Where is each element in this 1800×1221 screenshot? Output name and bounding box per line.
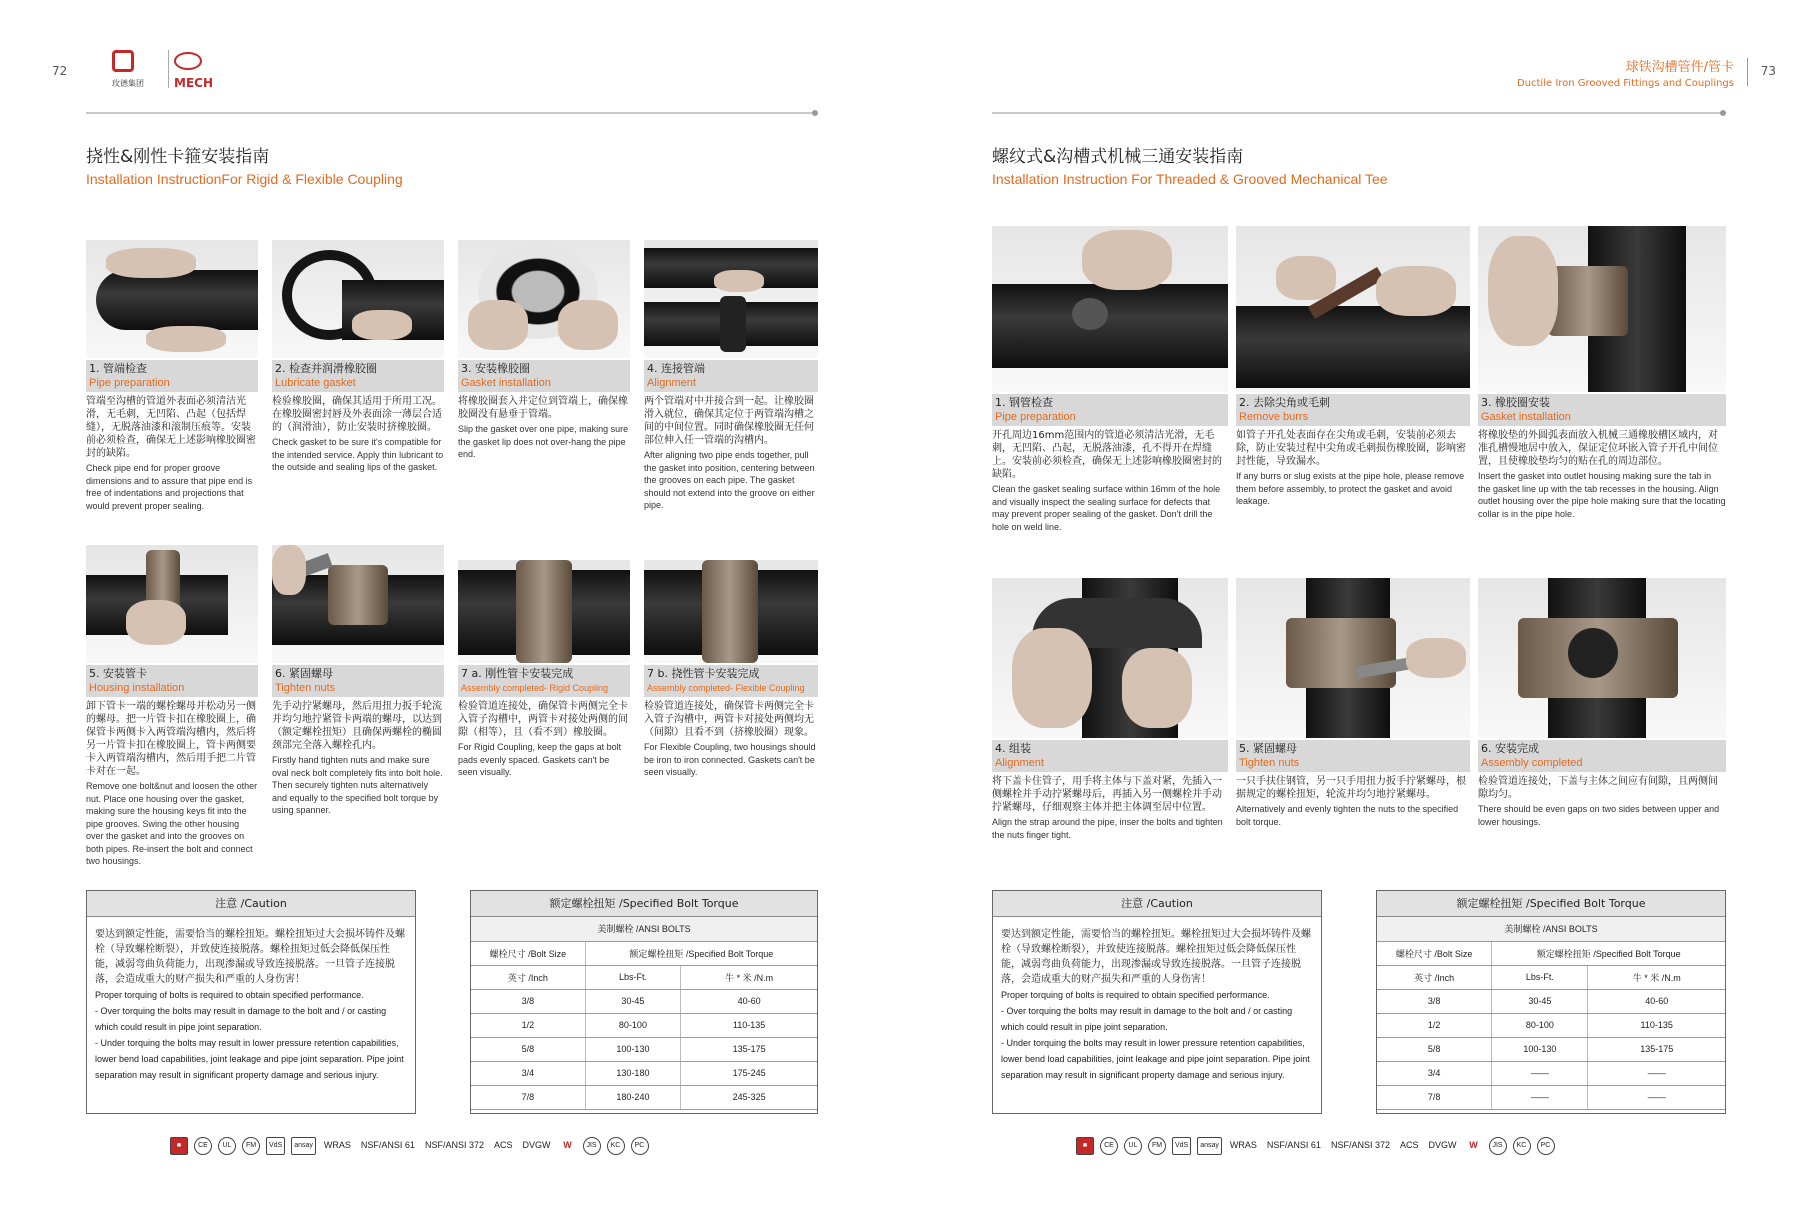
table-cell: —— [1492, 1085, 1588, 1109]
table-cell: 245-325 [681, 1085, 817, 1109]
step-desc-cn: 开孔周边16mm范围内的管道必须清洁光滑，无毛刺，无凹陷、凸起，无脱落油漆，孔不得开在焊缝上。安装前必须检查，确保无上述影响橡胶圈密封的缺陷。 [992, 430, 1222, 480]
table-cell: 7/8 [1377, 1085, 1492, 1109]
step-title-cn: 3. 橡胶圈安装 [1481, 396, 1550, 409]
caution-en-1: Proper torquing of bolts is required to obtain specified performance. [95, 990, 364, 1000]
nsf372-label: NSF/ANSI 372 [424, 1140, 484, 1150]
step-photo [644, 560, 818, 663]
table-cell: 40-60 [681, 989, 817, 1013]
nsf61-label: NSF/ANSI 61 [1266, 1140, 1321, 1150]
dvgw-icon: DVGW [522, 1140, 551, 1150]
step-title-cn: 1. 钢管检查 [995, 396, 1053, 409]
step-desc-en: Align the strap around the pipe, inser the bolts and tighten the nuts finger tight. [992, 817, 1223, 840]
ul-icon: UL [1124, 1137, 1142, 1155]
step-desc-en: Insert the gasket into outlet housing making sure the tab in the gasket line up with the tab recesses in the housing. Align outlet housing over the pipe hole making sure that the locating collar is in the pipe hole. [1478, 471, 1726, 519]
step-title-cn: 5. 紧固螺母 [1239, 742, 1297, 755]
step-photo [644, 240, 818, 358]
step-4 [644, 240, 818, 512]
table-row [471, 989, 817, 1013]
table-cell: 1/2 [1377, 1013, 1492, 1037]
certification-strip [170, 1134, 649, 1158]
section-title [992, 142, 1388, 187]
cert-icon: ■ [170, 1137, 188, 1155]
step-desc-cn: 将下盖卡住管子，用手将主体与下盖对紧，先插入一侧螺栓并手动拧紧螺母后，再插入另一侧螺栓并手动拧紧螺母，仔细观察主体并把主体调至居中位置。 [992, 776, 1222, 813]
step-desc-cn: 检验橡胶圈，确保其适用于所用工况。在橡胶圈密封唇及外表面涂一薄层合适的（润滑油），防止安装时挤橡胶圈。 [272, 396, 442, 433]
meide-logo-icon [112, 50, 134, 72]
step-title-en: Pipe preparation [995, 411, 1076, 423]
torque-box [1376, 890, 1726, 1114]
table-row [471, 1061, 817, 1085]
torque-sub: 美制螺栓 /ANSI BOLTS [471, 917, 817, 941]
fm-icon: FM [1148, 1137, 1166, 1155]
table-cell: 3/4 [1377, 1061, 1492, 1085]
caution-en-3: - Under torquing the bolts may result in lower pressure retention capabilities, lower bend load capabilities, joint leakage and pipe joint separation. Pipe joint separation may result in significant property damage and serious injury. [95, 1038, 404, 1080]
vds-icon: VdS [266, 1137, 285, 1155]
step-photo [992, 226, 1228, 392]
step-2 [272, 240, 444, 474]
table-cell: 7/8 [471, 1085, 585, 1109]
title-en: Installation InstructionFor Rigid & Flexible Coupling [86, 171, 403, 187]
title-cn: 挠性&刚性卡箍安装指南 [86, 147, 270, 167]
caution-en-1: Proper torquing of bolts is required to obtain specified performance. [1001, 990, 1270, 1000]
step-desc-en: Slip the gasket over one pipe, making sure the gasket lip does not over-hang the pipe end. [458, 424, 629, 459]
step-desc-en: There should be even gaps on two sides between upper and lower housings. [1478, 804, 1720, 827]
step-desc-cn: 卸下管卡一端的螺栓螺母并松动另一侧的螺母。把一片管卡扣在橡胶圈上，确保管卡两侧卡入两管端沟槽内，然后将另一片管卡扣在橡胶圈上，管卡两侧要卡入两管端沟槽内，然后用手把二片管卡对在一起。 [86, 701, 256, 777]
table-cell: —— [1492, 1061, 1588, 1085]
step-title-en: Alignment [647, 377, 696, 389]
cert-icon: ■ [1076, 1137, 1094, 1155]
step-photo [1236, 578, 1470, 738]
dvgw-icon: DVGW [1428, 1140, 1457, 1150]
pc-icon: PC [1537, 1137, 1555, 1155]
kc-icon: KC [1513, 1137, 1531, 1155]
step-title-cn: 4. 连接管端 [647, 362, 705, 375]
step-photo [86, 545, 258, 663]
step-desc-en: Clean the gasket sealing surface within 16mm of the hole and visually inspect the sealing surface for defects that may prevent proper sealing of the gasket. Don't drill the hole on weld line. [992, 484, 1221, 532]
step-photo [992, 578, 1228, 738]
unit-lbs: Lbs-Ft. [1492, 965, 1588, 989]
table-cell: 180-240 [585, 1085, 681, 1109]
table-cell: —— [1588, 1085, 1725, 1109]
table-row [471, 1037, 817, 1061]
header-rule [86, 112, 818, 114]
page-header [1517, 56, 1734, 89]
step-desc-cn: 检验管道连接处，确保管卡两侧完全卡入管子沟槽中，两管卡对接处两侧均无（间隙）且看不到（挤橡胶圈）现象。 [644, 701, 814, 738]
logo-brand-cn: 玫德集团 [112, 79, 144, 88]
step-title-en: Pipe preparation [89, 377, 170, 389]
table-cell: 80-100 [1492, 1013, 1588, 1037]
table-cell: 80-100 [585, 1013, 681, 1037]
table-row [1377, 1061, 1725, 1085]
step-title-cn: 1. 管端检查 [89, 362, 147, 375]
step-desc-en: Check pipe end for proper groove dimensions and to assure that pipe end is free of indentations and projections that would prevent proper sealing. [86, 463, 253, 511]
title-en: Installation Instruction For Threaded & Grooved Mechanical Tee [992, 171, 1388, 187]
col-bolt-size: 螺栓尺寸 /Bolt Size [1377, 941, 1492, 965]
vds-icon: VdS [1172, 1137, 1191, 1155]
step-title-en: Housing installation [89, 682, 185, 694]
step-desc-cn: 先手动拧紧螺母，然后用扭力扳手轮流并均匀地拧紧管卡两端的螺母，以达到（额定螺栓扭矩）且确保两螺栓的椭圆颈部完全落入螺栓孔内。 [272, 701, 442, 751]
page-number: 72 [52, 64, 68, 78]
caution-header: 注意 /Caution [993, 891, 1321, 917]
table-row [471, 1013, 817, 1037]
step-desc-en: Firstly hand tighten nuts and make sure oval neck bolt completely fits into bolt hole. Then securely tighten nuts alternatively and equally to the specified bolt torque by using spanner. [272, 755, 443, 815]
unit-lbs: Lbs-Ft. [585, 965, 681, 989]
acs-label: ACS [1399, 1140, 1419, 1150]
table-cell: 3/8 [471, 989, 585, 1013]
step-5 [86, 545, 258, 868]
certification-strip [1076, 1134, 1555, 1158]
pc-icon: PC [631, 1137, 649, 1155]
step-title-en: Gasket installation [461, 377, 551, 389]
step-photo [272, 545, 444, 663]
step-3 [458, 240, 630, 461]
col-torque: 额定螺栓扭矩 /Specified Bolt Torque [585, 941, 817, 965]
step-7a [458, 560, 630, 779]
unit-nm: 牛 * 米 /N.m [1588, 965, 1725, 989]
unit-inch: 英寸 /Inch [1377, 965, 1492, 989]
step-title-en: Gasket installation [1481, 411, 1571, 423]
table-cell: 40-60 [1588, 989, 1725, 1013]
caution-en-2: - Over torquing the bolts may result in damage to the bolt and / or casting which could result in pipe joint separation. [95, 1006, 387, 1032]
acs-label: ACS [493, 1140, 513, 1150]
step-2 [1236, 226, 1470, 508]
table-cell: 3/8 [1377, 989, 1492, 1013]
caution-box [86, 890, 416, 1114]
step-desc-cn: 如管子开孔处表面存在尖角或毛刺，安装前必须去除，防止安装过程中尖角或毛刺损伤橡胶圈，影响密封性能，导致漏水。 [1236, 430, 1466, 467]
step-1 [992, 226, 1228, 533]
step-title-cn: 4. 组装 [995, 742, 1031, 755]
right-page [900, 0, 1800, 1221]
step-desc-en: Remove one bolt&nut and loosen the other nut. Place one housing over the gasket, making sure the housing keys fit into the pipe grooves. Swing the other housing over the gasket and into the grooves on both pipes. Re-insert the bolt and connect two housings. [86, 781, 258, 866]
step-desc-cn: 检验管道连接处，下盖与主体之间应有间隙，且两侧间隙均匀。 [1478, 776, 1718, 800]
mech-logo-icon [174, 52, 202, 70]
torque-sub: 美制螺栓 /ANSI BOLTS [1377, 917, 1725, 941]
torque-table [1377, 917, 1725, 1110]
torque-header: 额定螺栓扭矩 /Specified Bolt Torque [471, 891, 817, 917]
step-title-en: Assembly completed- Flexible Coupling [647, 683, 805, 693]
table-cell: 100-130 [1492, 1037, 1588, 1061]
table-cell: 5/8 [1377, 1037, 1492, 1061]
step-desc-cn: 一只手扶住钢管，另一只手用扭力扳手拧紧螺母，根据规定的螺栓扭矩，轮流并均匀地拧紧螺母。 [1236, 776, 1466, 800]
table-cell: 5/8 [471, 1037, 585, 1061]
unit-inch: 英寸 /Inch [471, 965, 585, 989]
torque-table [471, 917, 817, 1110]
wras-icon: WRAS [1229, 1140, 1257, 1150]
step-title-en: Assembly completed- Rigid Coupling [461, 683, 609, 693]
table-cell: —— [1588, 1061, 1725, 1085]
step-desc-cn: 将橡胶垫的外圆弧表面放入机械三通橡胶槽区域内，对准孔槽慢地居中放入，保证定位环嵌入管子开孔中间位置，且使橡胶垫均匀的贴在孔的周边部位。 [1478, 430, 1718, 467]
step-desc-cn: 管端至沟槽的管道外表面必须清洁光滑，无毛刺，无凹陷、凸起（包括焊缝），无脱落油漆和滚制压痕等。安装前必须检查，确保无上述影响橡胶圈密封的缺陷。 [86, 396, 256, 459]
step-desc-en: Check gasket to be sure it's compatible for the intended service. Apply thin lubricant to the outside and sealing lips of the gasket. [272, 437, 444, 472]
w-icon: W [563, 1140, 572, 1150]
step-desc-en: After aligning two pipe ends together, pull the gasket into position, centering between the grooves on each pipe. The gasket should not extend into the groove on either pipe. [644, 450, 815, 510]
table-cell: 110-135 [681, 1013, 817, 1037]
step-desc-cn: 将橡胶圈套入并定位到管端上，确保橡胶圈没有悬垂于管端。 [458, 396, 628, 420]
step-title-cn: 6. 安装完成 [1481, 742, 1539, 755]
step-6 [272, 545, 444, 817]
section-title [86, 142, 403, 187]
step-6 [1478, 578, 1726, 828]
step-1 [86, 240, 258, 512]
step-title-en: Alignment [995, 757, 1044, 769]
header-en: Ductile Iron Grooved Fittings and Couplings [1516, 78, 1734, 89]
step-title-en: Remove burrs [1239, 411, 1309, 423]
step-title-cn: 7 b. 挠性管卡安装完成 [647, 667, 760, 680]
step-desc-en: For Flexible Coupling, two housings should be iron to iron connected. Gaskets can't be seen visually. [644, 742, 816, 777]
step-photo [458, 240, 630, 358]
step-desc-cn: 检验管道连接处，确保管卡两侧完全卡入管子沟槽中，两管卡对接处两侧的间隙（相等），且（看不到）橡胶圈。 [458, 701, 628, 738]
step-3 [1478, 226, 1726, 520]
step-title-cn: 5. 安装管卡 [89, 667, 147, 680]
nsf372-label: NSF/ANSI 372 [1330, 1140, 1390, 1150]
table-cell: 130-180 [585, 1061, 681, 1085]
table-row [1377, 1085, 1725, 1109]
torque-box [470, 890, 818, 1114]
step-photo [86, 240, 258, 358]
caution-en-3: - Under torquing the bolts may result in lower pressure retention capabilities, lower bend load capabilities, joint leakage and pipe joint separation. Pipe joint separation may result in significant property damage and serious injury. [1001, 1038, 1310, 1080]
table-cell: 110-135 [1588, 1013, 1725, 1037]
ce-icon: CE [194, 1137, 212, 1155]
step-desc-cn: 两个管端对中并接合到一起。让橡胶圈滑入就位，确保其定位于两管端沟槽之间的中间位置。同时确保橡胶圈无任何部位伸入任一管端的沟槽内。 [644, 396, 814, 446]
table-row [1377, 1013, 1725, 1037]
table-cell: 135-175 [1588, 1037, 1725, 1061]
step-title-cn: 6. 紧固螺母 [275, 667, 333, 680]
jis-icon: JIS [1489, 1137, 1507, 1155]
title-cn: 螺纹式&沟槽式机械三通安装指南 [992, 147, 1244, 167]
step-7b [644, 560, 818, 779]
step-desc-en: For Rigid Coupling, keep the gaps at bolt pads evenly spaced. Gaskets can't be seen visually. [458, 742, 622, 777]
step-title-en: Assembly completed [1481, 757, 1583, 769]
table-row [1377, 989, 1725, 1013]
header-cn: 球铁沟槽管件/管卡 [1625, 60, 1734, 75]
table-cell: 135-175 [681, 1037, 817, 1061]
step-desc-en: Alternatively and evenly tighten the nuts to the specified bolt torque. [1236, 804, 1459, 827]
company-logo [112, 50, 222, 90]
nsf61-label: NSF/ANSI 61 [360, 1140, 415, 1150]
step-title-cn: 2. 去除尖角或毛刺 [1239, 396, 1330, 409]
caution-en-2: - Over torquing the bolts may result in damage to the bolt and / or casting which could result in pipe joint separation. [1001, 1006, 1293, 1032]
header-rule [992, 112, 1726, 114]
fm-icon: FM [242, 1137, 260, 1155]
table-cell: 175-245 [681, 1061, 817, 1085]
wras-icon: WRAS [323, 1140, 351, 1150]
ce-icon: CE [1100, 1137, 1118, 1155]
jis-icon: JIS [583, 1137, 601, 1155]
ansay-icon: ansay [291, 1137, 316, 1155]
table-cell: 1/2 [471, 1013, 585, 1037]
table-cell: 30-45 [585, 989, 681, 1013]
col-bolt-size: 螺栓尺寸 /Bolt Size [471, 941, 585, 965]
torque-header: 额定螺栓扭矩 /Specified Bolt Torque [1377, 891, 1725, 917]
caution-cn: 要达到额定性能，需要恰当的螺栓扭矩。螺栓扭矩过大会损坏铸件及螺栓（导致螺栓断裂），并致使连接脱落。螺栓扭矩过低会降低保压性能，减弱弯曲负荷能力，出现渗漏或导致连接脱落。一旦管子连接脱落，会造成重大的财产损失和严重的人身伤害！ [1001, 929, 1311, 985]
step-title-en: Lubricate gasket [275, 377, 356, 389]
step-desc-en: If any burrs or slug exists at the pipe hole, please remove them before assembly, to protect the gasket and avoid leakage. [1236, 471, 1465, 506]
step-4 [992, 578, 1228, 841]
step-photo [1478, 578, 1726, 738]
step-title-cn: 3. 安装橡胶圈 [461, 362, 530, 375]
kc-icon: KC [607, 1137, 625, 1155]
ul-icon: UL [218, 1137, 236, 1155]
caution-header: 注意 /Caution [87, 891, 415, 917]
logo-mech: MECH [174, 76, 213, 90]
table-cell: 30-45 [1492, 989, 1588, 1013]
step-title-cn: 2. 检查并润滑橡胶圈 [275, 362, 377, 375]
ansay-icon: ansay [1197, 1137, 1222, 1155]
table-cell: 3/4 [471, 1061, 585, 1085]
table-cell: 100-130 [585, 1037, 681, 1061]
step-title-en: Tighten nuts [1239, 757, 1300, 769]
step-title-cn: 7 a. 刚性管卡安装完成 [461, 667, 574, 680]
table-row [471, 1085, 817, 1109]
step-photo [1478, 226, 1726, 392]
step-photo [272, 240, 444, 358]
col-torque: 额定螺栓扭矩 /Specified Bolt Torque [1492, 941, 1725, 965]
w-icon: W [1469, 1140, 1478, 1150]
step-photo [1236, 226, 1470, 392]
caution-cn: 要达到额定性能，需要恰当的螺栓扭矩。螺栓扭矩过大会损坏铸件及螺栓（导致螺栓断裂），并致使连接脱落。螺栓扭矩过低会降低保压性能，减弱弯曲负荷能力，出现渗漏或导致连接脱落。一旦管子连接脱落，会造成重大的财产损失和严重的人身伤害！ [95, 929, 405, 985]
step-photo [458, 560, 630, 663]
step-5 [1236, 578, 1470, 828]
page-number: 73 [1760, 64, 1776, 78]
unit-nm: 牛 * 米 /N.m [681, 965, 817, 989]
caution-box [992, 890, 1322, 1114]
table-row [1377, 1037, 1725, 1061]
step-title-en: Tighten nuts [275, 682, 336, 694]
